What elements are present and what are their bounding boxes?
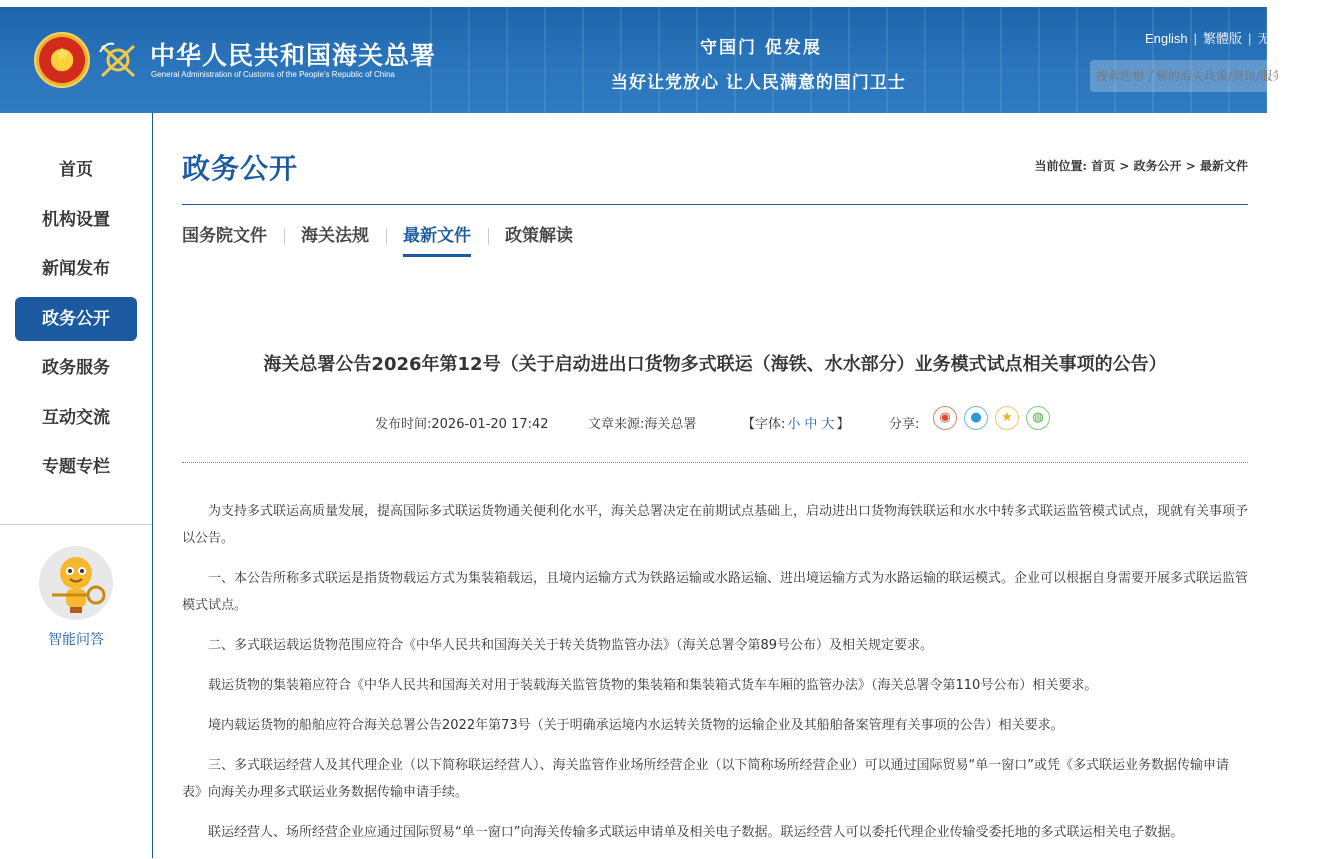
weibo-share-icon[interactable]: ◉ <box>933 406 957 430</box>
breadcrumb-government-affairs[interactable]: 政务公开 <box>1133 159 1182 173</box>
header-slogan-2: 当好让党放心 让人民满意的国门卫士 <box>611 73 906 93</box>
site-brand-english: General Administration of Customs of the People's Republic of China <box>151 70 395 79</box>
lang-traditional-link[interactable]: 繁體版 <box>1203 31 1243 46</box>
breadcrumb-home[interactable]: 首页 <box>1091 159 1116 173</box>
font-size-medium[interactable]: 中 <box>804 417 818 432</box>
publish-time-label: 发布时间: <box>375 417 432 432</box>
sidebar-item-home[interactable]: 首页 <box>59 160 93 180</box>
sidebar-item-interaction[interactable]: 互动交流 <box>42 408 110 428</box>
lang-english-link[interactable]: English <box>1145 31 1188 46</box>
qq-share-icon[interactable]: ● <box>964 406 988 430</box>
article-paragraph: 一、本公告所称多式联运是指货物载运方式为集装箱载运，且境内运输方式为铁路运输或水路运输、进出境运输方式为水路运输的联运模式。企业可以根据自身需要开展多式联运监管模式试点。 <box>182 571 1249 613</box>
font-size-label: 【字体: <box>742 417 786 432</box>
article-title: 海关总署公告2026年第12号（关于启动进出口货物多式联运（海铁、水水部分）业务模式试点相关事项的公告） <box>263 354 1167 375</box>
source-value: 海关总署 <box>644 417 697 432</box>
font-size-control <box>742 413 849 432</box>
article-paragraph: 二、多式联运载运货物范围应符合《中华人民共和国海关关于转关货物监管办法》（海关总署令第89号公布）及相关规定要求。 <box>208 638 934 653</box>
customs-logo-icon <box>96 38 140 82</box>
breadcrumb-separator: > <box>1185 159 1196 173</box>
lang-separator: | <box>1193 31 1198 46</box>
source-label: 文章来源: <box>588 417 645 432</box>
breadcrumb-latest-documents[interactable]: 最新文件 <box>1199 159 1248 173</box>
assistant-link[interactable]: 智能问答 <box>48 632 104 648</box>
page-title: 政务公开 <box>182 152 299 185</box>
publish-time-group <box>375 413 549 432</box>
assistant-mascot-icon[interactable] <box>36 543 116 623</box>
article-paragraph: 载运货物的集装箱应符合《中华人民共和国海关对用于装载海关监管货物的集装箱和集装箱式货车车厢的监管办法》（海关总署令第110号公布）相关要求。 <box>208 678 1098 693</box>
lang-separator: | <box>1248 31 1252 46</box>
breadcrumb-prefix: 当前位置: <box>1034 159 1087 173</box>
article-paragraph: 三、多式联运经营人及其代理企业（以下简称联运经营人）、海关监管作业场所经营企业（以下简称场所经营企业）可以通过国际贸易“单一窗口”或凭《多式联运业务数据传输申请表》向海关办理多式联运业务数据传输申请手续。 <box>182 758 1229 800</box>
meta-divider <box>182 462 1248 463</box>
header-top-strip <box>0 0 1267 7</box>
national-emblem-icon: ★ <box>34 32 90 88</box>
sidebar-item-special-topics[interactable]: 专题专栏 <box>42 457 110 477</box>
wechat-share-icon[interactable]: ◍ <box>1026 406 1050 430</box>
qzone-share-icon[interactable]: ★ <box>995 406 1019 430</box>
sidebar-item-organization[interactable]: 机构设置 <box>42 210 110 230</box>
publish-time-value: 2026-01-20 17:42 <box>431 417 549 432</box>
font-size-small[interactable]: 小 <box>787 417 801 432</box>
site-brand-name[interactable]: 中华人民共和国海关总署 <box>150 41 437 70</box>
site-search-input[interactable] <box>1090 60 1280 92</box>
font-size-close: 】 <box>836 417 850 432</box>
share-label: 分享: <box>889 417 920 432</box>
source-group <box>588 413 696 432</box>
breadcrumb <box>1034 157 1248 174</box>
article-paragraph: 联运经营人、场所经营企业应通过国际贸易“单一窗口”向海关传输多式联运申请单及相关电子数据。联运经营人可以委托代理企业传输受委托地的多式联运相关电子数据。 <box>208 825 1184 840</box>
tab-customs-regulations[interactable]: 海关法规 <box>284 223 386 249</box>
section-tabs <box>182 223 590 259</box>
tab-state-council-documents[interactable]: 国务院文件 <box>182 226 267 246</box>
left-sidebar <box>0 113 153 858</box>
language-switcher <box>1145 28 1270 47</box>
article-paragraph: 为支持多式联运高质量发展，提高国际多式联运货物通关便利化水平，海关总署决定在前期试点基础上，启动进出口货物海铁联运和水水中转多式联运监管模式试点，现就有关事项予以公告。 <box>182 504 1249 546</box>
title-divider <box>182 204 1248 205</box>
tab-policy-interpretation[interactable]: 政策解读 <box>488 223 590 249</box>
sidebar-divider <box>0 524 152 525</box>
breadcrumb-separator: > <box>1119 159 1130 173</box>
tab-latest-documents[interactable]: 最新文件 <box>386 223 488 249</box>
sidebar-item-services[interactable]: 政务服务 <box>42 358 110 378</box>
article-paragraph: 境内载运货物的船舶应符合海关总署公告2022年第73号（关于明确承运境内水运转关货物的运输企业及其船舶备案管理有关事项的公告）相关要求。 <box>208 718 1064 733</box>
site-header <box>0 0 1271 113</box>
lang-accessibility-link[interactable]: 无 <box>1257 31 1271 46</box>
header-slogan-1: 守国门 促发展 <box>700 38 822 58</box>
sidebar-item-government-affairs[interactable]: 政务公开 <box>15 297 137 341</box>
article-body <box>182 498 1248 859</box>
sidebar-item-news[interactable]: 新闻发布 <box>42 259 110 279</box>
font-size-large[interactable]: 大 <box>821 417 835 432</box>
